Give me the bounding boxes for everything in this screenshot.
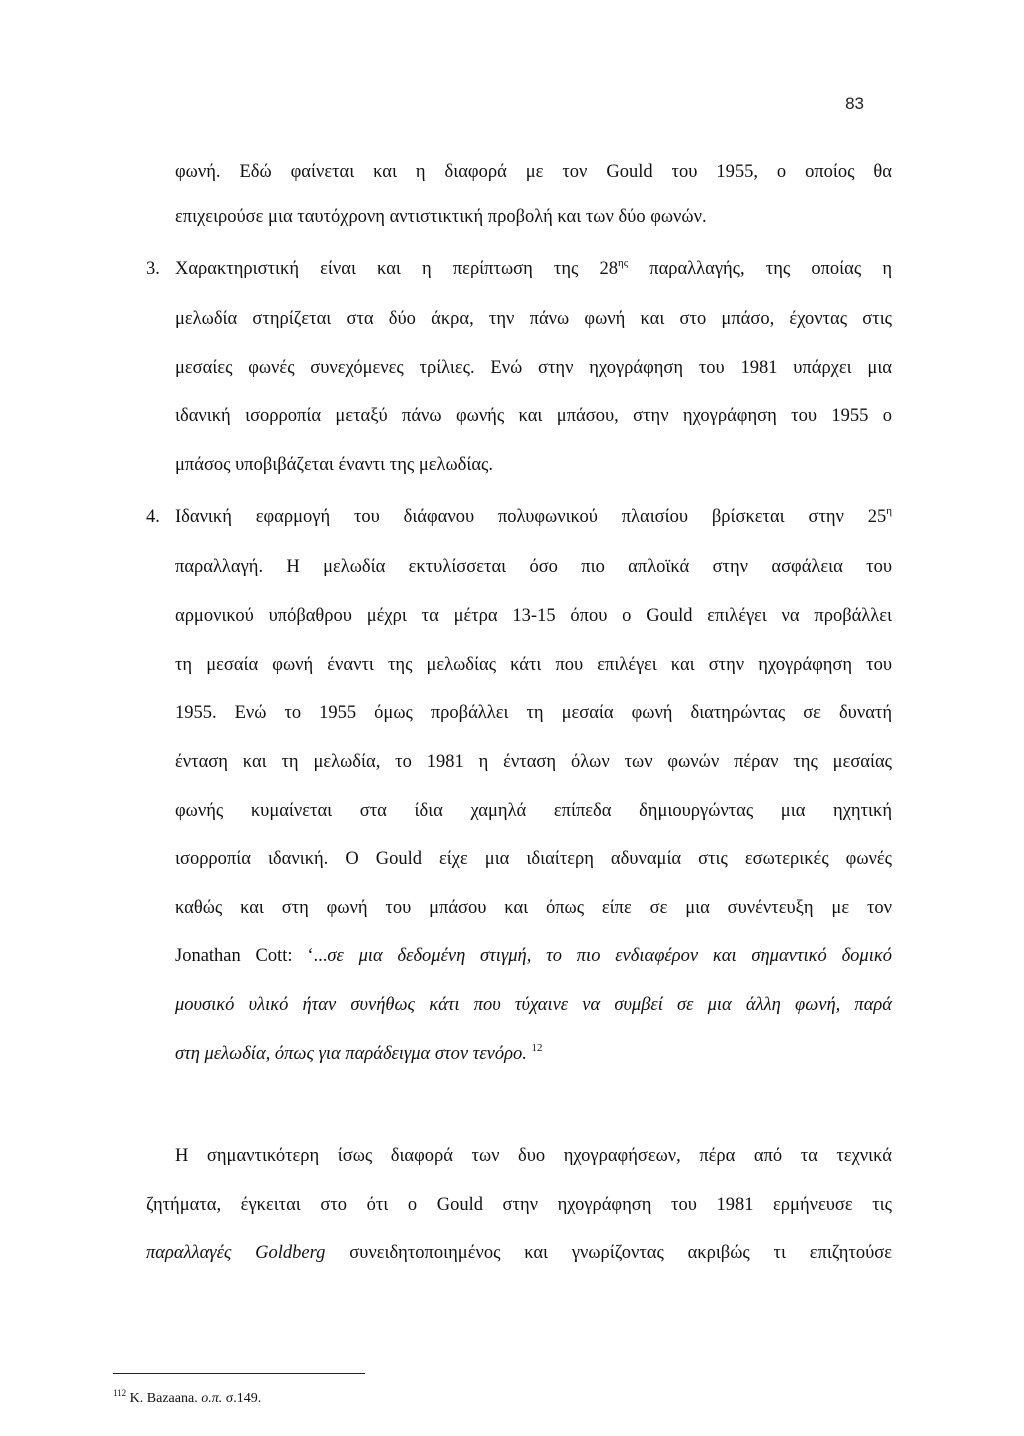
- list-item-4-line-3: αρμονικού υπόβαθρου μέχρι τα μέτρα 13-15 όπου ο Gould επιλέγει να προβάλλει: [175, 606, 892, 626]
- list-item-4-line-4: τη μεσαία φωνή έναντι της μελωδίας κάτι που επιλέγει και στην ηχογράφηση του: [175, 655, 892, 675]
- list-item-3-line-4: ιδανική ισορροπία μεταξύ πάνω φωνής και μπάσου, στην ηχογράφηση του 1955 ο: [175, 406, 892, 426]
- list-item-4-line-2: παραλλαγή. Η μελωδία εκτυλίσσεται όσο πιο απλοϊκά στην ασφάλεια του: [175, 557, 892, 577]
- footnote-text: Κ. Bazaana.: [126, 1391, 202, 1406]
- paragraph-line-1: Η σημαντικότερη ίσως διαφορά των δυο ηχογραφήσεων, πέρα από τα τεχνικά: [175, 1146, 892, 1166]
- list-item-3-line-5: μπάσος υποβιβάζεται έναντι της μελωδίας.: [175, 455, 493, 475]
- quote-italic: στη μελωδία, όπως για παράδειγμα στον τενόρο.: [175, 1044, 527, 1064]
- list-item-4-line-6: ένταση και τη μελωδία, το 1981 η ένταση όλων των φωνών πέραν της μεσαίας: [175, 752, 892, 772]
- text-run: Ιδανική εφαρμογή του διάφανου πολυφωνικού πλαισίου βρίσκεται στην 25: [175, 507, 887, 527]
- page-number: 83: [845, 94, 864, 113]
- list-number: 3.: [146, 259, 160, 279]
- text-run: συνειδητοποιημένος και γνωρίζοντας ακριβώς τι επιζητούσε: [325, 1243, 892, 1263]
- list-item-4-line-1: [146, 503, 892, 531]
- footnote-marker: 112: [113, 1388, 127, 1398]
- footnote-text: σ.149.: [222, 1391, 262, 1406]
- list-item-4-line-8: ισορροπία ιδανική. Ο Gould είχε μια ιδιαίτερη αδυναμία στις εσωτερικές φωνές: [175, 849, 892, 869]
- list-item-3-line-1: [146, 255, 892, 283]
- list-item-4-line-5: 1955. Ενώ το 1955 όμως προβάλλει τη μεσαία φωνή διατηρώντας σε δυνατή: [175, 703, 892, 723]
- body-line-2: επιχειρούσε μια ταυτόχρονη αντιστικτική προβολή και των δύο φωνών.: [175, 207, 707, 227]
- paragraph-line-2: ζητήματα, έγκειται στο ότι ο Gould στην ηχογράφηση του 1981 ερμήνευσε τις: [146, 1195, 892, 1215]
- list-item-4-line-7: φωνής κυμαίνεται στα ίδια χαμηλά επίπεδα δημιουργώντας μια ηχητική: [175, 801, 892, 821]
- list-item-4-line-12: [175, 1040, 892, 1068]
- superscript: ης: [617, 257, 629, 269]
- list-item-4-line-11: μουσικό υλικό ήταν συνήθως κάτι που τύχαινε να συμβεί σε μια άλλη φωνή, παρά: [175, 995, 892, 1015]
- list-item-4-line-10: [175, 942, 892, 970]
- list-item-4-line-9: καθώς και στη φωνή του μπάσου και όπως είπε σε μια συνέντευξη με τον: [175, 898, 892, 918]
- quote-italic: σε μια δεδομένη στιγμή, το πιο ενδιαφέρον και σημαντικό δομικό: [327, 946, 892, 966]
- footnote-divider: [113, 1373, 365, 1374]
- paragraph-line-3: [146, 1239, 892, 1267]
- footnote-italic: ο.π.: [201, 1391, 223, 1406]
- footnote-reference: 12: [531, 1042, 543, 1054]
- list-item-3-line-3: μεσαίες φωνές συνεχόμενες τρίλιες. Ενώ στην ηχογράφηση του 1981 υπάρχει μια: [175, 358, 892, 378]
- list-item-3-line-2: μελωδία στηρίζεται στα δύο άκρα, την πάνω φωνή και στο μπάσο, έχοντας στις: [175, 309, 892, 329]
- text-run: Χαρακτηριστική είναι και η περίπτωση της 28: [175, 259, 618, 279]
- text-run: παραλλαγής, της οποίας η: [628, 259, 892, 279]
- italic-title: παραλλαγές Goldberg: [146, 1243, 326, 1263]
- superscript: η: [886, 505, 892, 517]
- body-line-1: φωνή. Εδώ φαίνεται και η διαφορά με τον Gould του 1955, ο οποίος θα: [175, 162, 892, 182]
- text-run: Jonathan Cott: ‘...: [175, 946, 328, 966]
- footnote: [113, 1390, 261, 1408]
- list-number: 4.: [146, 507, 160, 527]
